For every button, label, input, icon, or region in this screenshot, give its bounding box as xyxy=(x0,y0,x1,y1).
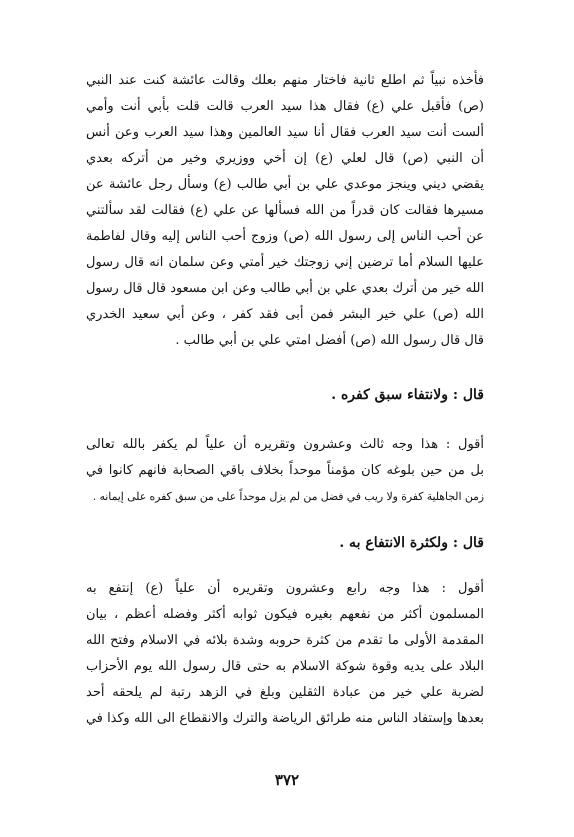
text-line: يقضي ديني وينجز موعدي علي بن أبي طالب (ع) وسأل رجل عائشة عن xyxy=(86,177,484,192)
text-line: بل من حين بلوغه كان مؤمناً موحداً بخلاف باقي الصحابة فانهم كانوا في xyxy=(86,463,484,478)
text-line: زمن الجاهلية كفرة ولا ريب في فضل من لم يزل موحداً على من سبق كفره على إيمانه . xyxy=(92,490,484,503)
text-line: أقول : هذا وجه ثالث وعشرون وتقريره أن علياً لم يكفر بالله تعالى xyxy=(86,437,484,452)
text-line: الله (ص) علي خير البشر فمن أبى فقد كفر ، وعن أبي سعيد الخدري xyxy=(86,307,484,322)
text-line: فأخذه نبياً ثم اطلع ثانية فاختار منهم بعلك وقالت عائشة كنت عند النبي xyxy=(86,73,484,88)
text-line: أن النبي (ص) قال لعلي (ع) إن أخي ووزيري وخير من أتركه بعدي xyxy=(86,151,484,166)
text-line: ألست أنت سيد العرب فقال أنا سيد العالمين وهذا سيد العرب وعن أنس xyxy=(86,125,484,140)
text-line: قال قال رسول الله (ص) أفضل امتي علي بن أبي طالب . xyxy=(175,333,484,348)
text-line: عن أحب الناس إلى رسول الله (ص) وزوج أحب الناس إليه وقال لفاطمة xyxy=(86,229,484,244)
text-line: المسلمون أكثر من نفعهم بغيره فيكون ثوابه أكثر وفضله أعظم ، بيان xyxy=(86,607,484,622)
page-number: ٣٧٢ xyxy=(274,771,300,789)
section-heading-2: قال : ولكثرة الانتفاع به . xyxy=(339,535,484,551)
text-line: البلاد على يديه وقوة شوكة الاسلام به حتى قال رسول الله يوم الأحزاب xyxy=(86,659,484,674)
text-line: مسيرها فقالت كان قدراً من الله فسألها عن علي (ع) فقالت لقد سألتني xyxy=(86,203,484,218)
text-line: أقول : هذا وجه رابع وعشرون وتقريره أن علياً (ع) إنتفع به xyxy=(86,581,484,596)
text-line: عليها السلام أما ترضين إني زوجتك خير أمتي وعن سلمان انه قال رسول xyxy=(86,255,484,270)
text-line: بعدها وإستفاد الناس منه طرائق الرياضة والترك والانقطاع الى الله وكذا في xyxy=(86,711,484,726)
text-line: الله خير من أترك بعدي علي بن أبي طالب وعن ابن مسعود قال قال رسول xyxy=(86,281,484,296)
text-line: لضربة علي خير من عبادة الثقلين وبلغ في الزهد رتبة لم يلحقه أحد xyxy=(86,685,484,700)
section-heading-1: قال : ولانتفاء سبق كفره . xyxy=(331,387,484,403)
text-line: المقدمة الأولى ما تقدم من كثرة حروبه وشدة بلائه في الاسلام وفتح الله xyxy=(86,633,484,648)
text-line: (ص) فأقبل علي (ع) فقال هذا سيد العرب قالت قلت بأبي أنت وأمي xyxy=(86,99,484,114)
